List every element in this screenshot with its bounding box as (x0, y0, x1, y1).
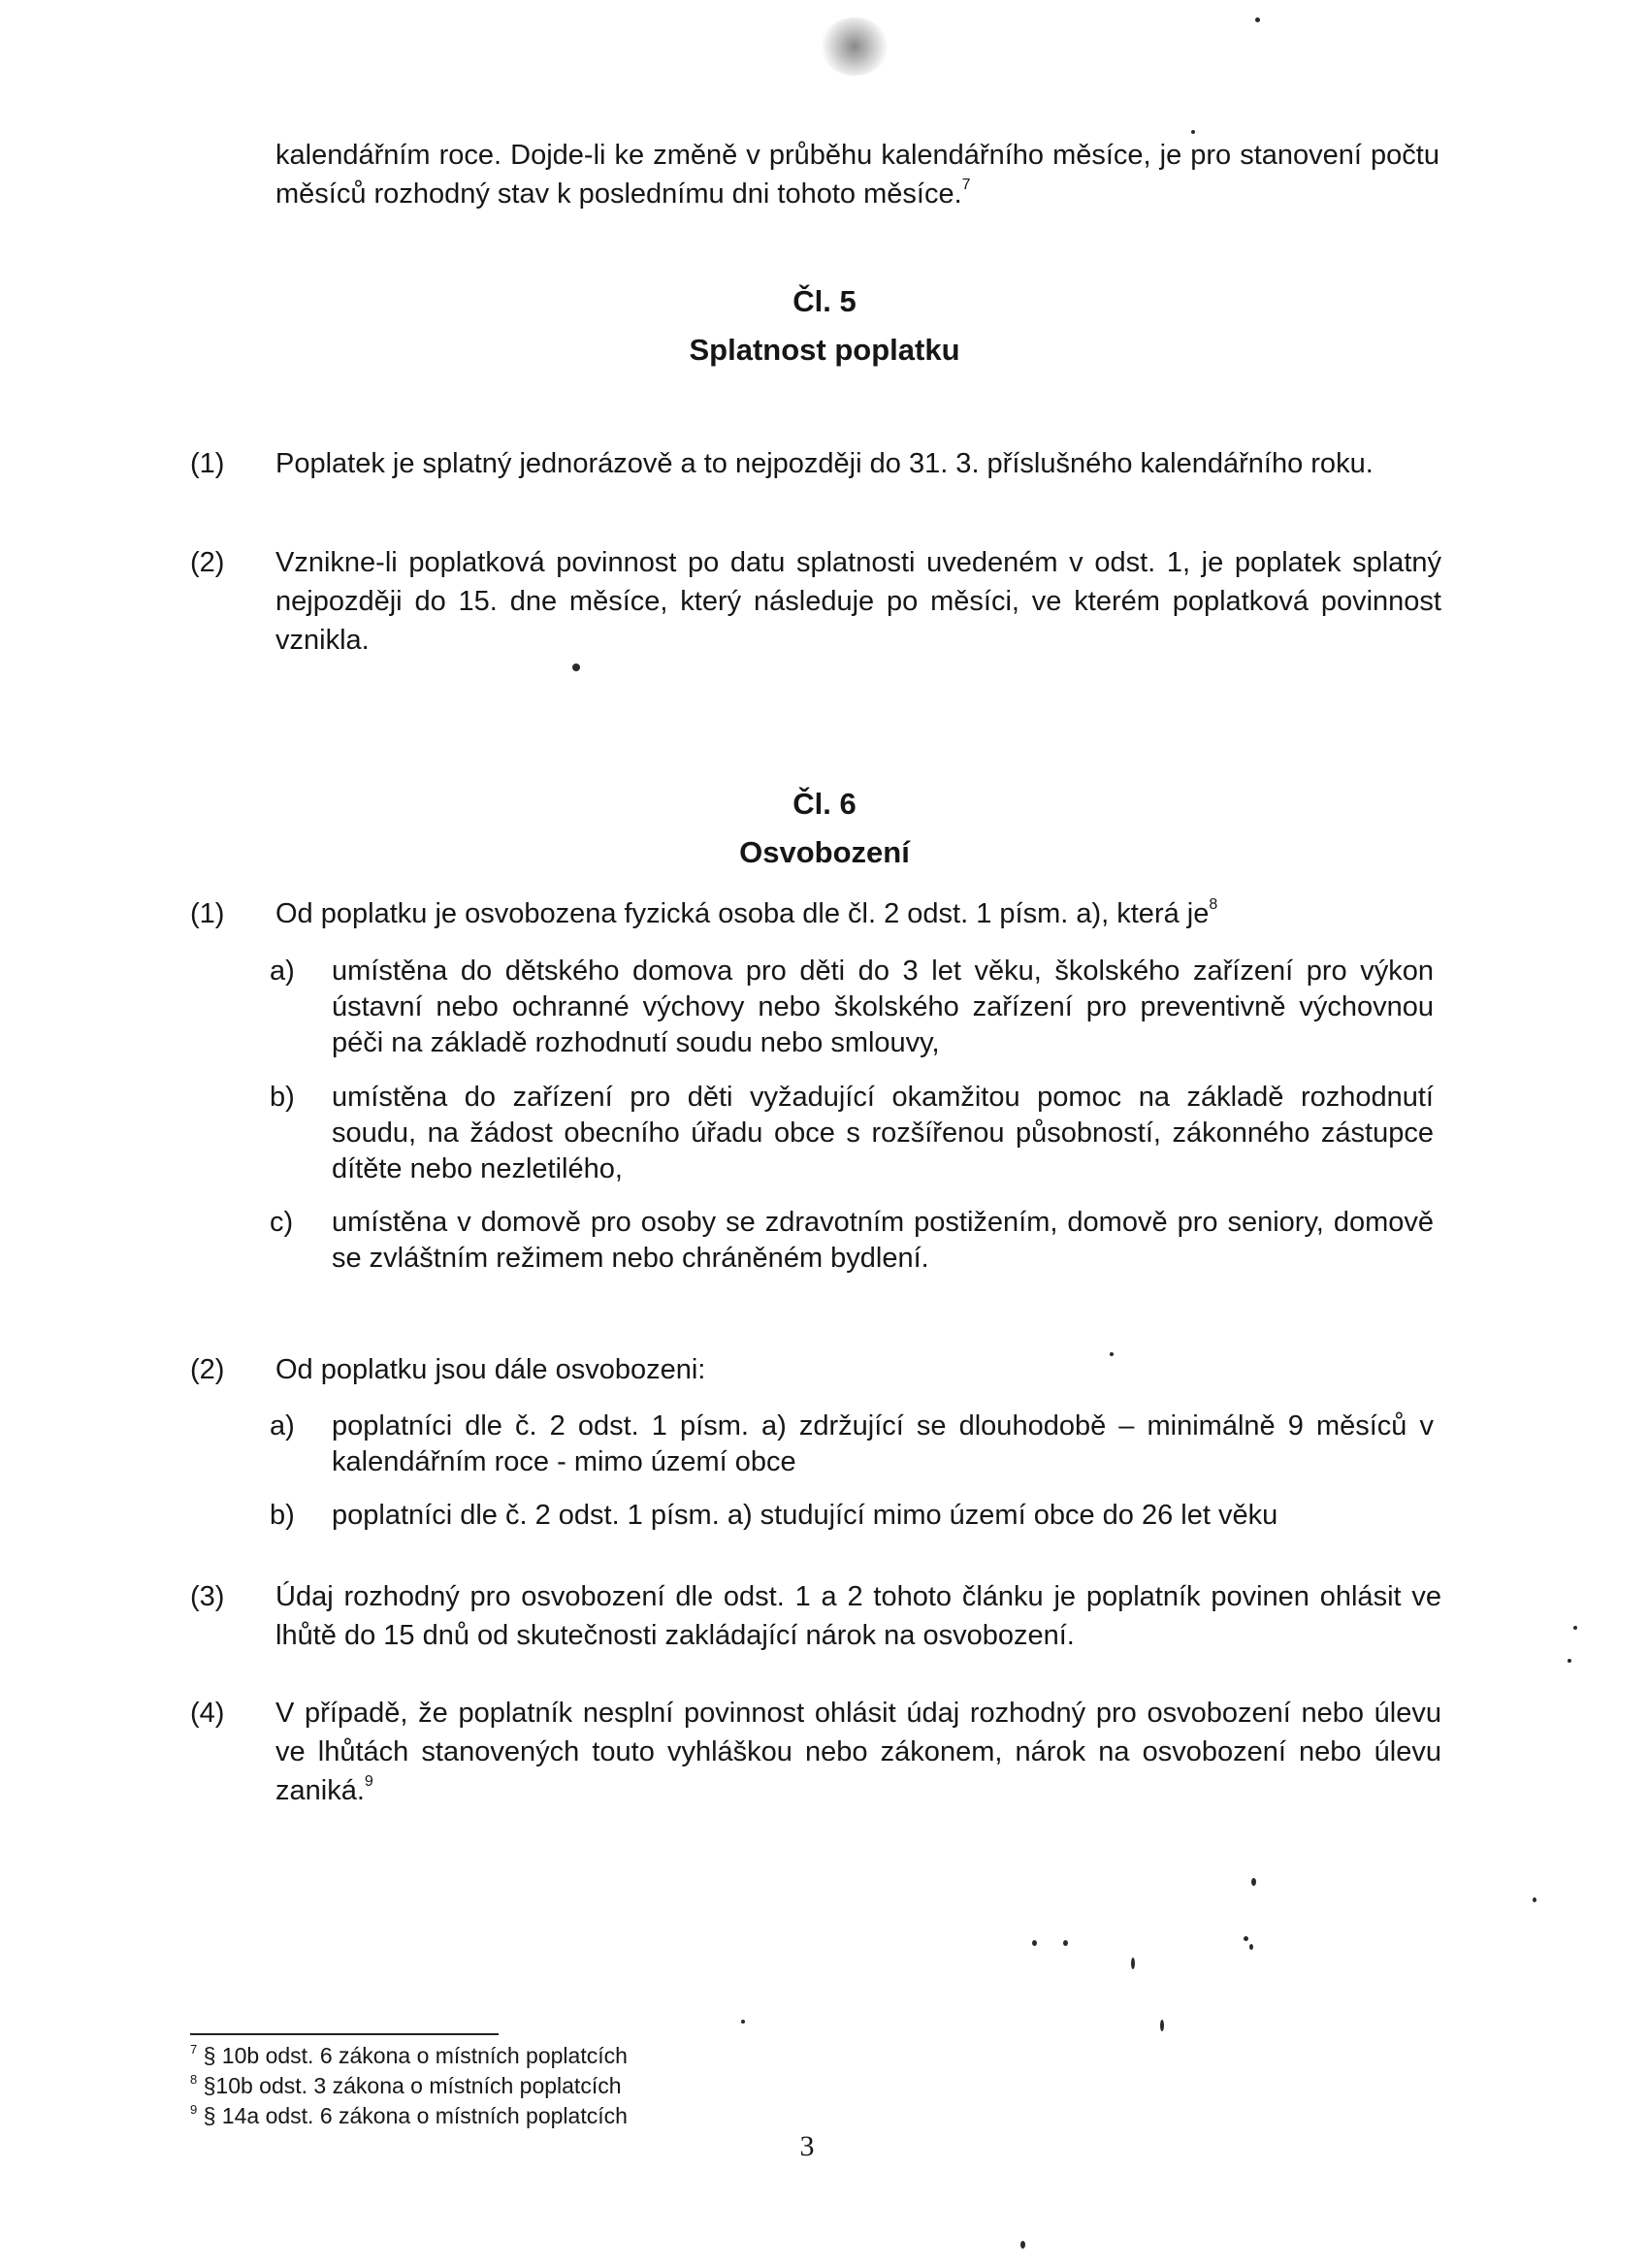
paragraph-text-body: V případě, že poplatník nesplní povinnost ohlásit údaj rozhodný pro osvobození nebo úlevu ve lhůtách stanovených touto vyhláškou nebo zákonem, nárok na osvobození nebo úlevu zaniká. (275, 1698, 1441, 1806)
article-5-paragraph-1 (190, 444, 1441, 483)
scan-speck (1063, 1940, 1068, 1946)
intro-text: kalendářním roce. Dojde-li ke změně v průběhu kalendářního měsíce, je pro stanovení počtu měsíců rozhodný stav k poslednímu dni tohoto měsíce. (275, 140, 1439, 210)
scan-speck (572, 664, 580, 671)
footnote-ref: 7 (961, 177, 971, 193)
scan-speck (1160, 2020, 1164, 2031)
list-item-text: poplatníci dle č. 2 odst. 1 písm. a) studující mimo území obce do 26 let věku (332, 1500, 1278, 1531)
paragraph-number: (1) (190, 898, 225, 929)
scan-speck (1251, 1878, 1256, 1886)
footnote-number: 8 (190, 2072, 198, 2087)
list-item-label: a) (270, 1410, 295, 1442)
list-item (270, 1205, 1434, 1277)
scan-speck (1131, 1958, 1135, 1969)
article-number: Čl. 5 (792, 284, 857, 318)
scan-speck (1244, 1936, 1248, 1941)
footnote-number: 7 (190, 2042, 198, 2057)
scan-speck (1255, 17, 1260, 22)
article-title: Splatnost poplatku (689, 333, 960, 367)
footnote-text: §10b odst. 3 zákona o místních poplatcích (203, 2073, 622, 2098)
scan-smudge-top (821, 17, 889, 76)
article-6-paragraph-1 (190, 894, 1441, 933)
list-item-label: c) (270, 1207, 294, 1238)
paragraph-text-body: Od poplatku je osvobozena fyzická osoba dle čl. 2 odst. 1 písm. a), která je (275, 898, 1210, 929)
footnote-divider (190, 2033, 499, 2035)
paragraph-text (275, 894, 1441, 933)
article-5-heading (0, 277, 1649, 374)
list-item-text: umístěna v domově pro osoby se zdravotním postižením, domově pro seniory, domově se zvláštním režimem nebo chráněném bydlení. (332, 1207, 1434, 1274)
scan-speck (1249, 1944, 1253, 1950)
paragraph-number: (3) (190, 1581, 225, 1612)
paragraph-number: (2) (190, 547, 225, 578)
footnote-text: § 14a odst. 6 zákona o místních poplatcích (203, 2103, 628, 2128)
footnotes (190, 2041, 772, 2131)
intro-paragraph (275, 136, 1439, 213)
article-6-paragraph-4 (190, 1694, 1441, 1810)
scan-speck (741, 2020, 745, 2024)
paragraph-text: Vznikne-li poplatková povinnost po datu splatnosti uvedeném v odst. 1, je poplatek splatný nejpozději do 15. dne měsíce, který následuje po měsíci, ve kterém poplatková povinnost vznikla. (275, 547, 1441, 656)
article-number: Čl. 6 (792, 787, 857, 821)
page-number: 3 (799, 2130, 815, 2162)
article-6-paragraph-3 (190, 1577, 1441, 1655)
list-item (270, 1409, 1434, 1480)
list-item-text: poplatníci dle č. 2 odst. 1 písm. a) zdržující se dlouhodobě – minimálně 9 měsíců v kalendářním roce - mimo území obce (332, 1410, 1434, 1477)
footnote (190, 2071, 772, 2101)
scan-speck (1032, 1940, 1037, 1946)
paragraph-text: Poplatek je splatný jednorázově a to nejpozději do 31. 3. příslušného kalendářního roku. (275, 448, 1374, 479)
scan-speck (1191, 130, 1195, 134)
list-item (270, 954, 1434, 1061)
article-5-paragraph-2 (190, 543, 1441, 660)
article-6-paragraph-2 (190, 1350, 1441, 1389)
footnote-number: 9 (190, 2102, 198, 2117)
list-item-text: umístěna do dětského domova pro děti do 3 let věku, školského zařízení pro výkon ústavní nebo ochranné výchovy nebo školského zařízení pro preventivně výchovnou péči na základě rozhodnutí soudu nebo smlouvy, (332, 956, 1434, 1058)
scan-speck (1533, 1897, 1536, 1902)
footnote (190, 2101, 772, 2131)
article-title: Osvobození (739, 835, 910, 869)
paragraph-number: (4) (190, 1698, 225, 1729)
paragraph-text: Údaj rozhodný pro osvobození dle odst. 1 a 2 tohoto článku je poplatník povinen ohlásit ve lhůtě do 15 dnů od skutečnosti zakládající nárok na osvobození. (275, 1581, 1441, 1651)
paragraph-number: (1) (190, 448, 225, 479)
list-item (270, 1498, 1434, 1534)
footnote (190, 2041, 772, 2071)
article-6-heading (0, 780, 1649, 877)
paragraph-text: Od poplatku jsou dále osvobozeni: (275, 1354, 706, 1385)
list-item-text: umístěna do zařízení pro děti vyžadující okamžitou pomoc na základě rozhodnutí soudu, na žádost obecního úřadu obce s rozšířenou působností, zákonného zástupce dítěte nebo nezletilého, (332, 1082, 1434, 1184)
footnote-text: § 10b odst. 6 zákona o místních poplatcích (203, 2043, 628, 2068)
scan-speck (1568, 1659, 1571, 1663)
paragraph-text (275, 1694, 1441, 1810)
list-item-label: b) (270, 1500, 295, 1531)
list-item-label: a) (270, 956, 295, 987)
footnote-ref: 9 (364, 1773, 373, 1790)
list-item-label: b) (270, 1082, 295, 1113)
footnote-ref: 8 (1209, 896, 1218, 913)
paragraph-number: (2) (190, 1354, 225, 1385)
scan-speck (1573, 1626, 1577, 1630)
scan-speck (1020, 2241, 1025, 2249)
list-item (270, 1080, 1434, 1187)
